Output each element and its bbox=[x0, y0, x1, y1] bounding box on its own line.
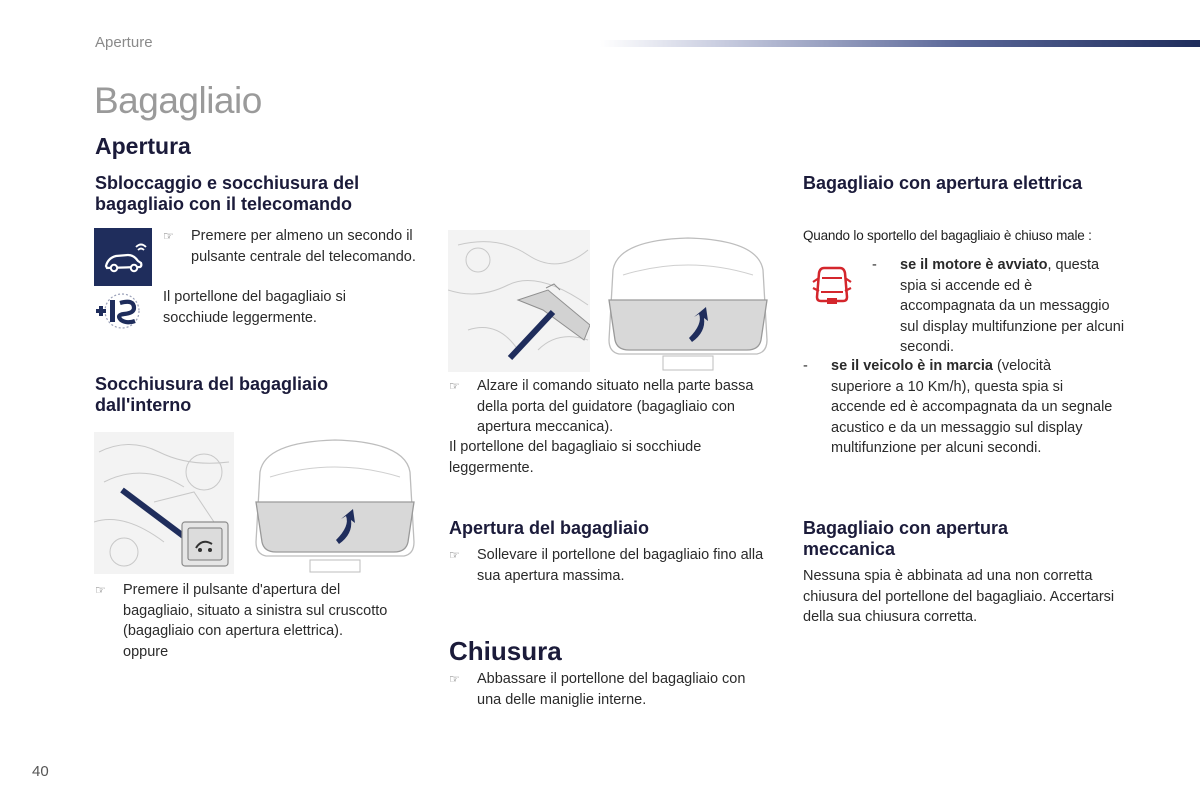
remote-note: Il portellone del bagagliaio si socchiude leggermente. bbox=[163, 289, 346, 326]
pointing-hand-icon: ☞ bbox=[449, 672, 460, 686]
heading-opening: Apertura del bagagliaio bbox=[449, 518, 650, 538]
interior-bullet bbox=[95, 580, 395, 662]
pointing-hand-icon: ☞ bbox=[163, 229, 174, 243]
plus-one-second-icon bbox=[92, 291, 148, 331]
remote-bullet-text: Premere per almeno un secondo il pulsante centrale del telecomando. bbox=[191, 228, 416, 265]
section-label: Aperture bbox=[95, 34, 153, 51]
heading-mechanical: Bagagliaio con apertura meccanica bbox=[803, 518, 1009, 559]
opening-bullet bbox=[449, 545, 769, 586]
pointing-hand-icon: ☞ bbox=[449, 548, 460, 562]
oppure-text: oppure bbox=[123, 643, 169, 660]
heading-closing: Chiusura bbox=[449, 636, 562, 666]
open-boot-warning-icon bbox=[810, 262, 854, 306]
item2-bold: se il veicolo è in marcia bbox=[831, 358, 993, 374]
rear-view-image bbox=[250, 432, 420, 574]
electric-intro: Quando lo sportello del bagagliaio è chiuso male : bbox=[803, 228, 1092, 243]
car-remote-icon bbox=[94, 228, 152, 286]
item2-rest: (velocità superiore a 10 Km/h), questa spia si accende ed è accompagnata da un segnale acustico e da un messaggio sul display multifunzione per alcuni secondi. bbox=[831, 358, 1113, 456]
heading-interior: Socchiusura del bagagliaio dall'interno bbox=[95, 374, 329, 415]
pointing-hand-icon: ☞ bbox=[95, 583, 106, 597]
item1-bold: se il motore è avviato bbox=[900, 257, 1048, 273]
rear-view-image-2 bbox=[603, 230, 773, 372]
door-lever-image bbox=[448, 230, 590, 372]
pointing-hand-icon: ☞ bbox=[449, 379, 460, 393]
interior-bullet-text: Premere il pulsante d'apertura del bagagliaio, situato a sinistra sul cruscotto (bagagliaio con apertura elettrica). bbox=[123, 582, 388, 639]
closing-bullet bbox=[449, 669, 769, 710]
heading-apertura: Apertura bbox=[95, 133, 191, 159]
lever-bullet bbox=[449, 376, 769, 438]
heading-electric: Bagagliaio con apertura elettrica bbox=[803, 173, 1083, 193]
item1-rest: , questa spia si accende ed è accompagnata da un messaggio sul display multifunzione per alcuni secondi. bbox=[900, 257, 1125, 355]
page-number: 40 bbox=[32, 763, 49, 780]
remote-bullet bbox=[163, 226, 418, 267]
lever-note: Il portellone del bagagliaio si socchiude leggermente. bbox=[449, 439, 702, 476]
mechanical-text: Nessuna spia è abbinata ad una non corretta chiusura del portellone del bagagliaio. Accertarsi della sua chiusura corretta. bbox=[803, 568, 1115, 625]
heading-remote: Sbloccaggio e socchiusura del bagagliaio con il telecomando bbox=[95, 173, 360, 214]
dashboard-image bbox=[94, 432, 234, 574]
page-title: Bagagliaio bbox=[94, 80, 262, 121]
electric-item-1: - se il motore è avviato, questa spia si accende ed è accompagnata da un messaggio sul display multifunzione per alcuni secondi. bbox=[872, 257, 1125, 355]
closing-bullet-text: Abbassare il portellone del bagagliaio con una delle maniglie interne. bbox=[477, 671, 746, 708]
lever-bullet-text: Alzare il comando situato nella parte bassa della porta del guidatore (bagagliaio con apertura meccanica). bbox=[477, 378, 754, 435]
opening-bullet-text: Sollevare il portellone del bagagliaio fino alla sua apertura massima. bbox=[477, 547, 764, 584]
electric-item-2: - se il veicolo è in marcia (velocità superiore a 10 Km/h), questa spia si accende ed è accompagnata da un segnale acustico e da un messaggio sul display multifunzione per alcuni secondi. bbox=[803, 358, 1113, 456]
header-bar bbox=[600, 40, 1200, 47]
